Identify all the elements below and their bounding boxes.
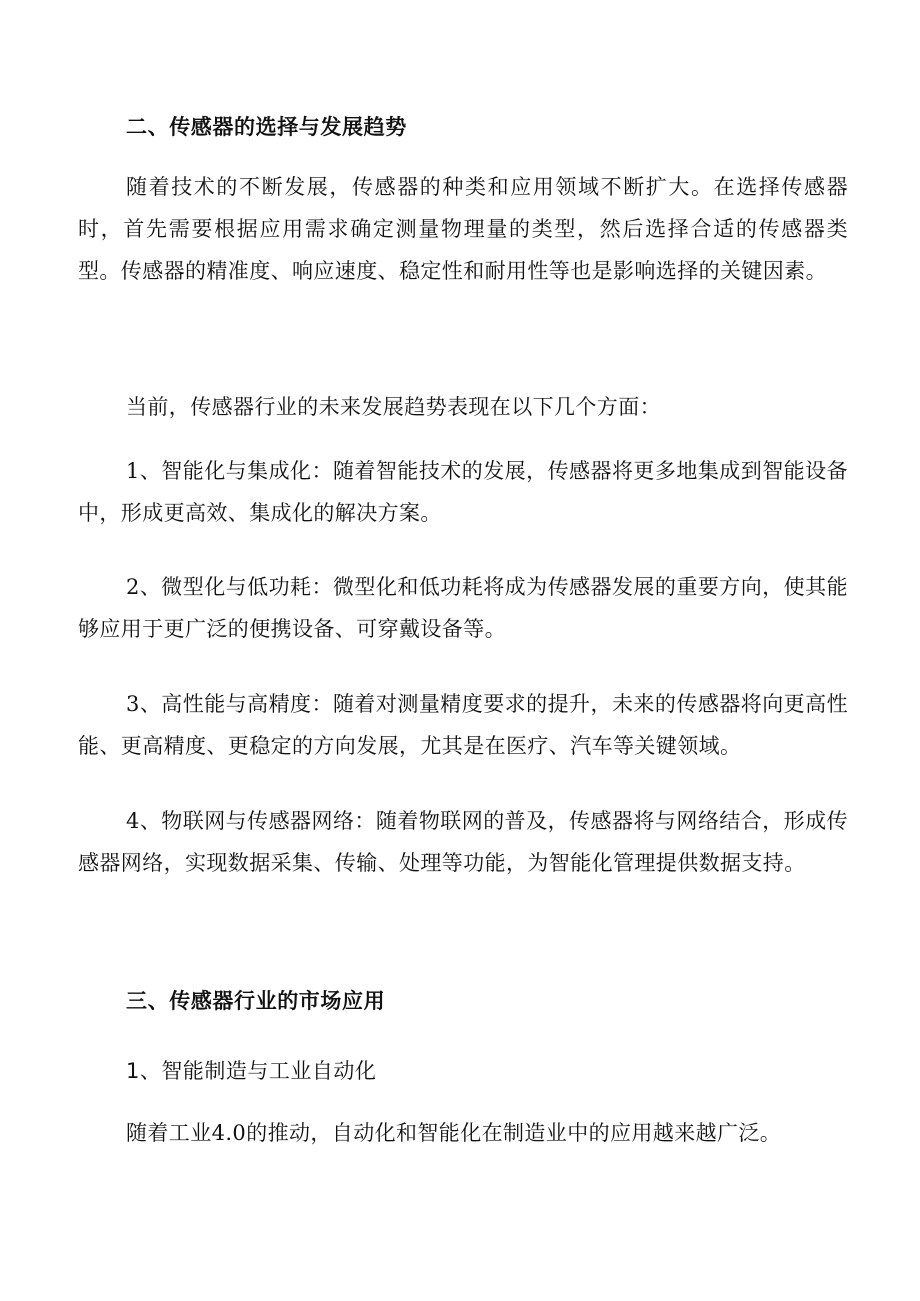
section-heading-market-applications: 三、传感器行业的市场应用: [126, 989, 386, 1013]
trend-item-miniaturization-low-power: 2、微型化与低功耗：微型化和低功耗将成为传感器发展的重要方向，使其能够应用于更广泛的便携设备、可穿戴设备等。: [78, 575, 848, 641]
trend-item-iot-sensor-networks: 4、物联网与传感器网络：随着物联网的普及，传感器将与网络结合，形成传感器网络，实现数据采集、传输、处理等功能，为智能化管理提供数据支持。: [78, 809, 848, 875]
trend-item-high-performance-precision: 3、高性能与高精度：随着对测量精度要求的提升，未来的传感器将向更高性能、更高精度、更稳定的方向发展，尤其是在医疗、汽车等关键领域。: [78, 692, 848, 758]
paragraph-industry-4-automation: 随着工业4.0的推动，自动化和智能化在制造业中的应用越来越广泛。: [126, 1121, 782, 1145]
trend-item-intelligence-integration: 1、智能化与集成化：随着智能技术的发展，传感器将更多地集成到智能设备中，形成更高效、集成化的解决方案。: [78, 459, 848, 525]
subheading-smart-manufacturing: 1、智能制造与工业自动化: [126, 1059, 377, 1083]
paragraph-future-trends-intro: 当前，传感器行业的未来发展趋势表现在以下几个方面：: [126, 395, 661, 419]
section-heading-selection-trends: 二、传感器的选择与发展趋势: [126, 115, 407, 139]
paragraph-sensor-selection: 随着技术的不断发展，传感器的种类和应用领域不断扩大。在选择传感器时，首先需要根据应用需求确定测量物理量的类型，然后选择合适的传感器类型。传感器的精准度、响应速度、稳定性和耐用性等也是影响选择的关键因素。: [78, 175, 848, 283]
